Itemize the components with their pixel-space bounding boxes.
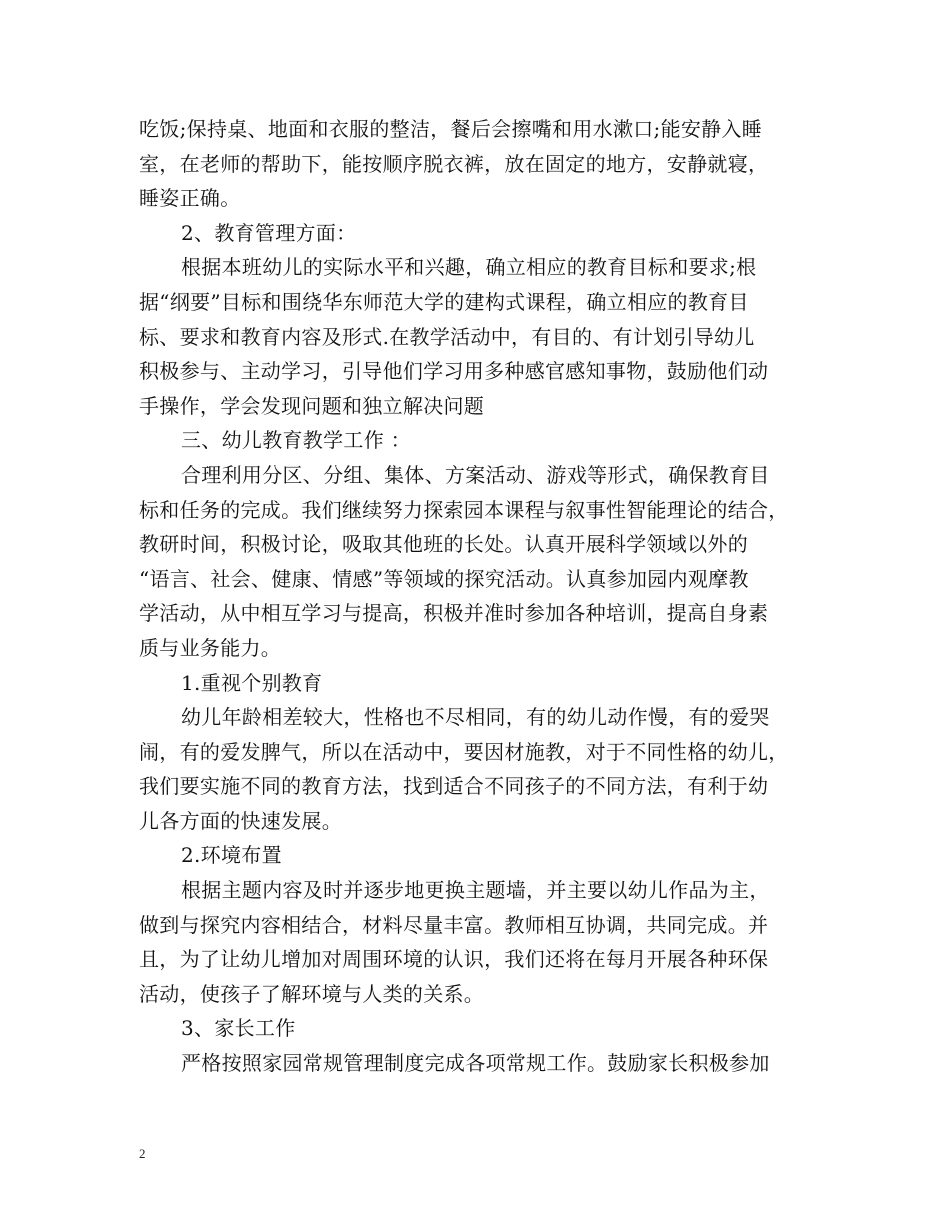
document-body (139, 112, 819, 1081)
text-line: 吃饭;保持桌、地面和衣服的整洁，餐后会擦嘴和用水漱口;能安静入睡 (139, 117, 763, 141)
text-line: 幼儿年龄相差较大，性格也不尽相同，有的幼儿动作慢，有的爱哭 (181, 705, 770, 730)
text-line: 据“纲要”目标和围绕华东师范大学的建构式课程，确立相应的教育目 (139, 289, 749, 314)
text-line: 手操作，学会发现问题和独立解决问题 (139, 393, 485, 418)
text-line: 我们要实施不同的教育方法，找到适合不同孩子的不同方法，有利于幼 (139, 774, 769, 799)
text-line: 睡姿正确。 (139, 186, 241, 211)
page-number: 2 (139, 1146, 146, 1161)
text-line: 标和任务的完成。我们继续努力探索园本课程与叙事性智能理论的结合， (139, 497, 789, 522)
text-line: 合理利用分区、分组、集体、方案活动、游戏等形式，确保教育目 (181, 462, 770, 487)
text-line: 根据本班幼儿的实际水平和兴趣，确立相应的教育目标和要求;根 (181, 255, 757, 280)
text-line: 且，为了让幼儿增加对周围环境的认识，我们还将在每月开展各种环保 (139, 947, 769, 972)
text-line: 标、要求和教育内容及形式.在教学活动中，有目的、有计划引导幼儿 (139, 324, 755, 349)
text-line: 教研时间，积极讨论，吸取其他班的长处。认真开展科学领域以外的 (139, 532, 748, 557)
text-line: 儿各方面的快速发展。 (139, 808, 342, 833)
text-line: 2、教育管理方面： (181, 220, 357, 245)
text-line: 严格按照家园常规管理制度完成各项常规工作。鼓励家长积极参加 (181, 1051, 770, 1076)
text-line: “语言、社会、健康、情感”等领域的探究活动。认真参加园内观摩教 (139, 566, 749, 591)
text-line: 三、幼儿教育教学工作 ： (181, 428, 411, 453)
text-line: 闹，有的爱发脾气，所以在活动中，要因材施教，对于不同性格的幼儿， (139, 739, 789, 764)
text-line: 积极参与、主动学习，引导他们学习用多种感官感知事物，鼓励他们动 (139, 359, 769, 384)
text-line: 1.重视个别教育 (181, 670, 323, 695)
text-line: 活动，使孩子了解环境与人类的关系。 (139, 981, 485, 1006)
text-line: 2.环境布置 (181, 843, 282, 868)
text-line: 质与业务能力。 (139, 635, 282, 660)
text-line: 根据主题内容及时并逐步地更换主题墙，并主要以幼儿作品为主， (181, 878, 770, 903)
text-line: 3、家长工作 (181, 1016, 296, 1041)
text-line: 室，在老师的帮助下，能按顺序脱衣裤，放在固定的地方，安静就寝， (139, 151, 769, 176)
text-line: 学活动，从中相互学习与提高，积极并准时参加各种培训，提高自身素 (139, 601, 769, 626)
text-line: 做到与探究内容相结合，材料尽量丰富。教师相互协调，共同完成。并 (139, 912, 769, 937)
